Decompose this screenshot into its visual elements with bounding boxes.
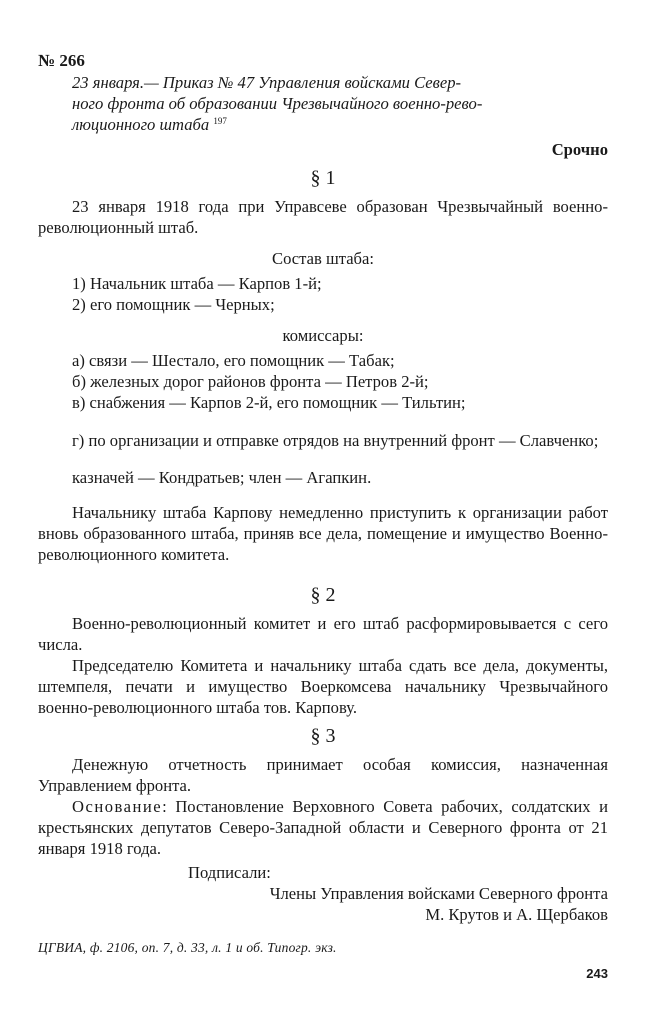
- page-number: 243: [586, 966, 608, 981]
- document-page: [38, 50, 608, 958]
- staff-list: [72, 273, 608, 315]
- header-line-3-text: люционного штаба: [72, 115, 210, 134]
- header-line-3: [72, 114, 608, 135]
- section-2-para-1: Военно-революционный комитет и его штаб расформировывается с сего числа.: [38, 614, 608, 655]
- commissar-item-g: г) по организации и отправке отрядов на внутренний фронт — Славченко;: [72, 430, 599, 450]
- section-1-title: § 1: [310, 167, 336, 189]
- signers-line-2: М. Крутов и А. Щербаков: [425, 905, 608, 925]
- staff-heading: Состав штаба:: [272, 249, 374, 268]
- basis-label: Основание: [72, 797, 163, 817]
- signed-label: Подписали:: [188, 863, 271, 883]
- section-3-basis: [38, 796, 608, 859]
- document-number: № 266: [38, 51, 85, 70]
- basis-text: : Постановление Верховного Совета рабочих, солдатских и крестьянских депутатов Северо-Западной области и Северного фронта от 21 января 1918 года.: [38, 797, 608, 859]
- staff-item-1: 1) Начальник штаба — Карпов 1-й;: [72, 274, 322, 293]
- header-line-2: ного фронта об образовании Чрезвычайного военно-рево-: [72, 94, 483, 113]
- archive-source: ЦГВИА, ф. 2106, оп. 7, д. 33, л. 1 и об. Типогр. экз.: [38, 940, 337, 956]
- signers-line-1: Члены Управления войсками Северного фронта: [269, 884, 608, 904]
- footnote-reference: 197: [213, 116, 227, 126]
- commissars-heading: комиссары:: [282, 326, 364, 345]
- section-3-title: § 3: [310, 725, 336, 748]
- treasurer-line-wrap: [72, 467, 608, 488]
- urgency-mark: Срочно: [551, 140, 608, 159]
- commissar-item-v: в) снабжения — Карпов 2-й, его помощник — Тильтин;: [72, 393, 466, 412]
- staff-item-2: 2) его помощник — Черных;: [72, 295, 275, 314]
- commissar-item-a: а) связи — Шестало, его помощник — Табак;: [72, 351, 395, 370]
- section-1-order: Начальнику штаба Карпову немедленно приступить к организации работ вновь образованного штаба, приняв все дела, помещение и имущество Военно-революционного комитета.: [38, 503, 608, 565]
- header-line-1: 23 января.— Приказ № 47 Управления войсками Север-: [72, 73, 462, 92]
- document-header: [72, 72, 608, 135]
- section-3-para-1: Денежную отчетность принимает особая комиссия, назначенная Управлением фронта.: [38, 755, 608, 796]
- section-1-intro: 23 января 1918 года при Управсеве образован Чрезвычайный военно-революционный штаб.: [38, 197, 608, 237]
- section-2-para-2: Председателю Комитета и начальнику штаба сдать все дела, документы, штемпеля, печати и имущество Воеркомсева начальнику Чрезвычайного военно-революционного штаба тов. Карпову.: [38, 656, 608, 718]
- section-2-title: § 2: [310, 584, 336, 607]
- commissars-list: [72, 350, 608, 413]
- commissar-item-b: б) железных дорог районов фронта — Петров 2-й;: [72, 372, 429, 391]
- treasurer-line: казначей — Кондратьев; член — Агапкин.: [72, 468, 372, 488]
